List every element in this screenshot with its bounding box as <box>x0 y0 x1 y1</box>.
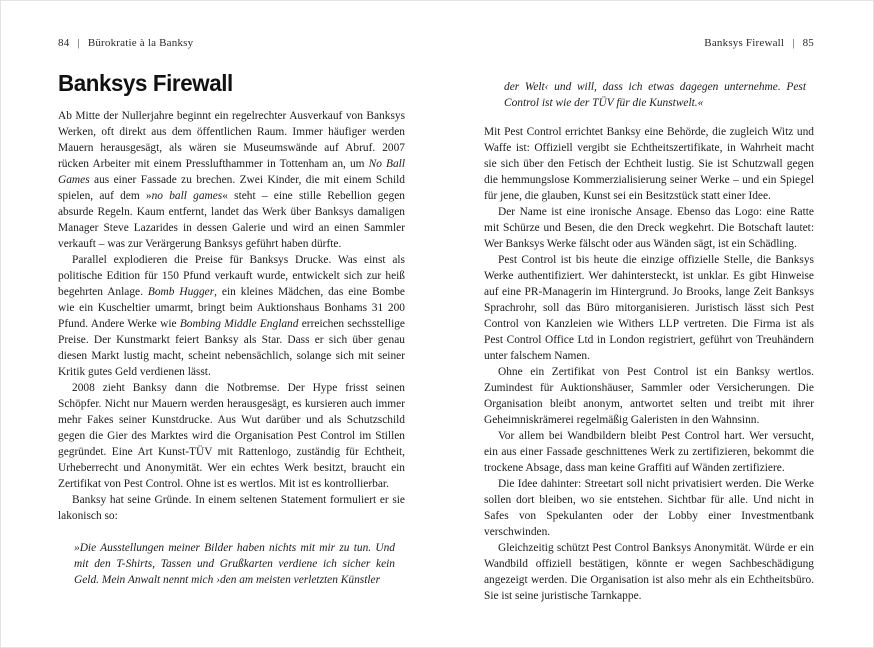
chapter-label-left: Bürokratie à la Banksy <box>87 37 194 49</box>
header-separator: | <box>77 37 80 49</box>
running-head-right <box>484 37 814 49</box>
header-separator: | <box>792 37 795 49</box>
paragraph: 2008 zieht Banksy dann die Notbremse. Der Hype frisst seinen Schöpfer. Nicht nur Mauern werden herausgesägt, es kursieren auch immer mehr Fakes seiner Kunstdrucke. Aus Wut darüber und als Schutzschild gegen die Gier des Marktes wird die Organisation Pest Control im Stillen gegründet. Eine Art Kunst-TÜV mit Rattenlogo, zuständig für Echtheit, Urheberrecht und Anonymität. Wer ein echtes Werk besitzt, braucht ein Zertifikat von Pest Control. Ohne ist es wertlos. Mit ist es kontrollierbar. <box>58 382 405 490</box>
page-number-left: 84 <box>58 37 70 49</box>
paragraph: Ab Mitte der Nullerjahre beginnt ein regelrechter Ausverkauf von Banksys Werken, oft direkt aus dem öffentlichen Raum. Immer häufiger werden Mauern herausgesägt, als wären sie Museumswände auf Abruf. 2007 rücken Arbeiter mit einem Presslufthammer in Tottenham an, um No Ball Games aus einer Fassade zu brechen. Zwei Kinder, die mit einem Schild spielen, auf dem »no ball games« steht – eine stille Rebellion gegen absurde Regeln. Kaum entfernt, landet das Werk über Banksys damaligen Manager Steve Lazarides in dessen Galerie und wird an einen Sammler verkauft – was zur Verärgerung Banksys geführt haben dürfte. <box>58 110 405 250</box>
chapter-heading: Banksys Firewall <box>58 70 233 96</box>
page-number-right: 85 <box>802 37 814 49</box>
left-page-column <box>58 71 405 588</box>
quote-block-continuation: der Welt‹ und will, dass ich etwas dagegen unternehme. Pest Control ist wie der TÜV für die Kunstwelt.« <box>504 81 806 109</box>
paragraph: Gleichzeitig schützt Pest Control Banksys Anonymität. Würde er ein Wandbild offiziell bestätigen, könnte er wegen Sachbeschädigung angezeigt werden. Die Organisation ist also mehr als ein Echtheitsbüro. Sie ist seine juristische Tarnkappe. <box>484 542 814 602</box>
quote-block: »Die Ausstellungen meiner Bilder haben nichts mit mir zu tun. Und mit den T-Shirts, Tassen und Grußkarten verdiene ich sicher kein Geld. Mein Anwalt nennt mich ›den am meisten verletzten Künstler <box>74 542 395 586</box>
chapter-label-right: Banksys Firewall <box>704 37 785 49</box>
paragraph: Pest Control ist bis heute die einzige offizielle Stelle, die Banksys Werke authentifiziert. Wer dahintersteckt, ist unklar. Es gibt Hinweise auf eine PR-Managerin im Hintergrund. Jo Brooks, lange Zeit Banksys Sprachrohr, soll das Büro mitorganisieren. Juristisch lässt sich Pest Control von Kanzleien wie Withers LLP vertreten. Die Firma ist als Pest Control Office Ltd in London registriert, geführt von Treuhändern unter falschem Namen. <box>484 254 814 362</box>
paragraph: Der Name ist eine ironische Ansage. Ebenso das Logo: eine Ratte mit Schürze und Besen, die den Dreck wegkehrt. Die Botschaft lautet: Wer Banksys Werke fälscht oder aus Wänden sägt, ist ein Schädling. <box>484 206 814 250</box>
paragraph: Vor allem bei Wandbildern bleibt Pest Control hart. Wer versucht, ein aus einer Fassade geschnittenes Werk zu zertifizieren, bekommt die trockene Absage, dass man keine Graffiti auf Wänden zertifiziere. <box>484 430 814 474</box>
paragraph: Parallel explodieren die Preise für Banksys Drucke. Was einst als politische Edition für 150 Pfund verkauft wurde, entwickelt sich zur heiß begehrten Anlage. Bomb Hugger, ein kleines Mädchen, das eine Bombe wie ein Kuscheltier umarmt, bringt beim Auktionshaus Bonhams 31 200 Pfund. Andere Werke wie Bombing Middle England erreichen sechsstellige Preise. Der Kunstmarkt feiert Banksy als Star. Dass er sich über genau diesen Markt lustig macht, scheint nebensächlich, solange sich mit seiner Kritik gutes Geld verdienen lässt. <box>58 254 405 378</box>
running-head-left <box>58 37 405 49</box>
paragraph: Banksy hat seine Gründe. In einem seltenen Statement formuliert er sie lakonisch so: <box>58 494 405 522</box>
right-page-column <box>484 79 814 604</box>
paragraph: Die Idee dahinter: Streetart soll nicht privatisiert werden. Die Werke sollen dort bleiben, wo sie entstehen. Sichtbar für alle. Und nicht in Safes von Spekulanten oder der Lobby einer Investmentbank verschwinden. <box>484 478 814 538</box>
paragraph: Ohne ein Zertifikat von Pest Control ist ein Banksy wertlos. Zumindest für Auktionshäuser, Sammler oder Versicherungen. Die Organisation bleibt anonym, antwortet selten und treibt mit ihrer Geheimniskrämerei regelmäßig Galeristen in den Wahnsinn. <box>484 366 814 426</box>
paragraph: Mit Pest Control errichtet Banksy eine Behörde, die zugleich Witz und Waffe ist: Offiziell vergibt sie Echtheitszertifikate, in Wahrheit macht sie sich über den Fetisch der Echtheit lustig. Sie ist Schutzwall gegen die hemmungslose Kommerzialisierung seiner Werke – und ein Spiegel für jene, die glauben, Kunst sei ein Besitzstück statt einer Idee. <box>484 126 814 202</box>
